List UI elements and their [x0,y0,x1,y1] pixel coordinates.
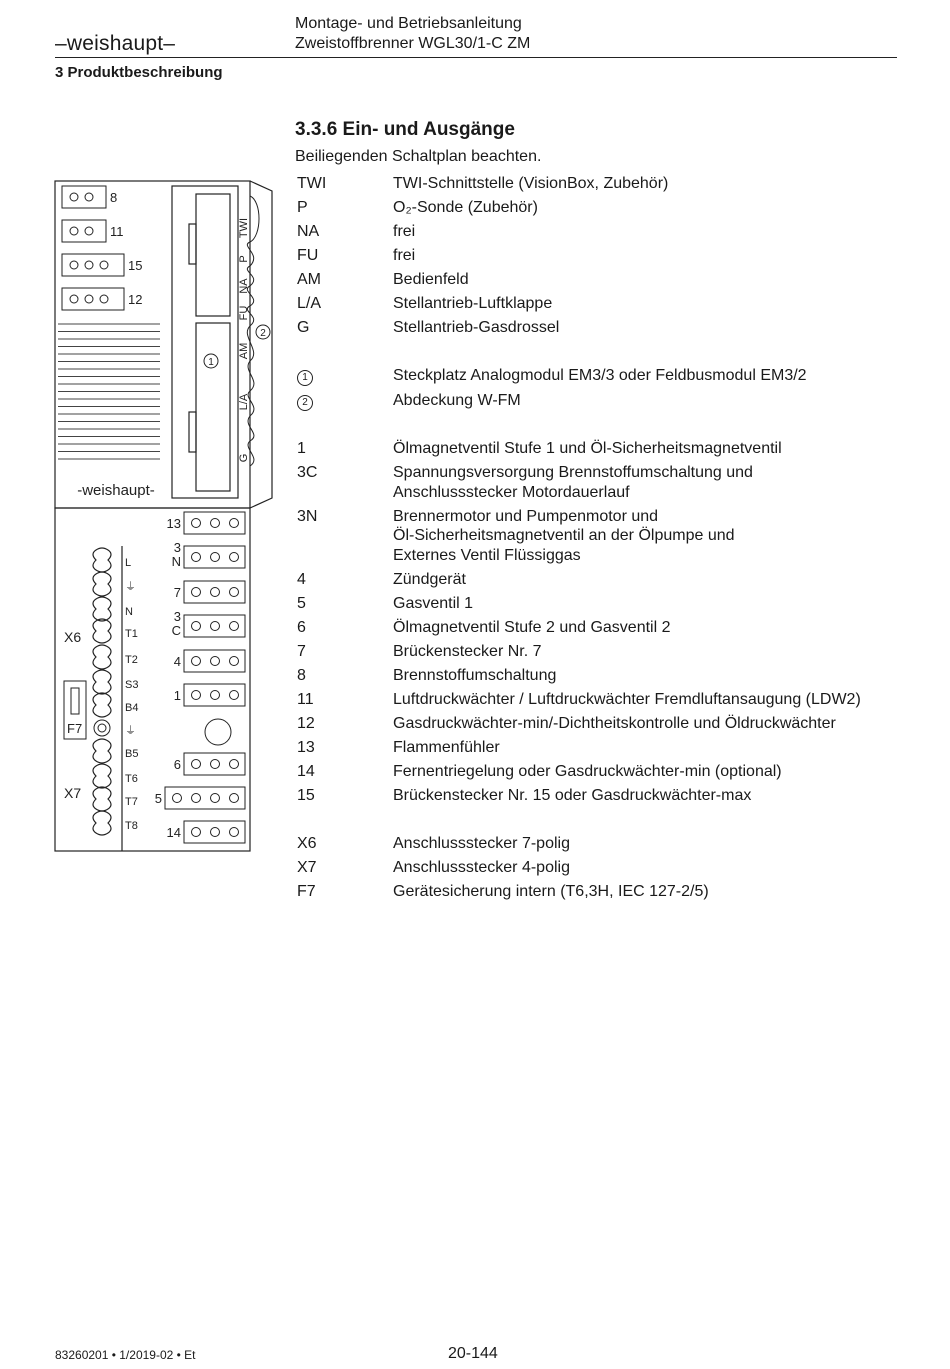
connector-number: 6 [173,757,181,772]
connector-pin [211,794,220,803]
connector-number: 1 [173,688,181,703]
port-label: FU [238,305,250,321]
terminal-label: B5 [125,748,139,760]
legend-key: 4 [297,570,306,588]
legend-row [297,642,917,662]
connector-number: 5 [154,791,162,806]
connector-pin [230,760,239,769]
connector-block [184,684,245,706]
legend-key: 11 [297,690,314,708]
legend-row [297,391,917,411]
connector-pin [230,553,239,562]
terminal-clamp [93,693,111,717]
connector-pin [70,227,78,235]
connector-block [62,220,106,242]
header-divider [55,57,897,58]
legend-key: 12 [297,714,315,732]
connector-block [184,821,245,843]
legend-key: 15 [297,786,315,804]
connector-pin [192,519,201,528]
connector-pin [192,553,201,562]
terminal-screw [94,720,110,736]
connector-number: 15 [128,258,143,273]
slot-analog-module [196,323,230,491]
legend [297,174,917,906]
legend-row [297,270,917,290]
connector-pin [192,691,201,700]
legend-description: Fernentriegelung oder Gasdruckwächter-min (optional) [393,762,782,780]
connector-pin [192,828,201,837]
legend-row [297,618,917,638]
connector-number: 8 [110,190,118,205]
legend-row [297,858,917,878]
legend-key: 2 [297,391,393,411]
legend-key: 1 [297,440,306,457]
section-title: 3.3.6 Ein- und Ausgänge [295,119,515,140]
connector-pin [211,828,220,837]
terminal-board [55,508,250,851]
connector-block [184,753,245,775]
legend-row [297,786,917,806]
connector-block [62,186,106,208]
connector-pin [211,588,220,597]
connector-pin [70,261,78,269]
connector-block [184,581,245,603]
legend-key: 13 [297,738,315,756]
terminal-clamp [93,787,111,811]
x7-label: X7 [64,785,82,801]
legend-description: Anschlussstecker 4-polig [393,858,570,876]
connector-pin [100,261,108,269]
legend-description: Brennermotor und Pumpenmotor und Öl-Sicherheitsmagnetventil an der Ölpumpe und Externes Ventil Flüssiggas [393,507,735,564]
connector-number: 7 [173,585,181,600]
legend-row [297,174,917,194]
legend-key: 3C [297,464,318,481]
legend-row [297,439,917,459]
legend-row [297,507,917,566]
legend-key: 14 [297,762,315,780]
connector-pin [230,794,239,803]
legend-row [297,738,917,758]
terminal-label: T6 [125,773,138,785]
legend-description: Zündgerät [393,570,466,588]
terminal-clamp [93,572,111,596]
legend-description: Anschlussstecker 7-polig [393,834,570,852]
legend-row [297,690,917,710]
connector-pin [230,691,239,700]
legend-key: 1 [297,366,393,386]
port-label: L/A [238,393,250,411]
legend-description: frei [393,223,416,240]
terminal-clamp [93,764,111,788]
connector-pin [211,657,220,666]
legend-row [297,714,917,734]
legend-key: L/A [297,295,322,312]
connector-pin [192,794,201,803]
callout-2-number: 2 [260,328,266,339]
module-brand-label: -weishaupt- [77,482,155,499]
connector-number: 14 [166,825,181,840]
legend-description: Abdeckung W-FM [393,391,521,409]
terminal-label: T2 [125,654,138,666]
legend-row [297,570,917,590]
connector-number: 3 N [171,540,181,569]
legend-key: 3N [297,507,318,525]
connector-number: 4 [173,654,181,669]
port-label: P [238,255,250,263]
connector-number: 3 C [171,609,181,638]
chapter-title: 3 Produktbeschreibung [55,64,223,81]
connector-pin [70,193,78,201]
header-doc-type: Montage- und Betriebsanleitung [295,15,522,32]
terminal-clamp [93,597,111,621]
connector-pin [230,588,239,597]
connector-pin [100,295,108,303]
round-indicator [205,719,231,745]
connector-number: 11 [110,224,124,239]
legend-row [297,222,917,242]
legend-description: Stellantrieb-Gasdrossel [393,319,560,336]
connector-pin [211,760,220,769]
legend-row [297,318,917,338]
terminal-label: T1 [125,628,138,640]
legend-description: Stellantrieb-Luftklappe [393,295,553,312]
connector-block [184,615,245,637]
terminal-clamp [93,645,111,669]
connector-pin [85,193,93,201]
connector-block [184,650,245,672]
connector-pin [230,828,239,837]
legend-row [297,366,917,386]
legend-description: O₂-Sonde (Zubehör) [393,199,538,216]
connector-pin [85,227,93,235]
x6-label: X6 [64,629,82,645]
connector-pin [211,519,220,528]
terminal-clamp [93,739,111,763]
brand-logo: –weishaupt– [55,32,176,55]
legend-key: P [297,199,308,216]
port-label: TWI [238,217,250,239]
connector-pin [230,622,239,631]
connector-pin [192,622,201,631]
legend-row [297,594,917,614]
connector-pin [211,691,220,700]
terminal-label: ⏚ [125,581,136,593]
legend-description: Ölmagnetventil Stufe 1 und Öl-Sicherheitsmagnetventil [393,440,782,457]
legend-row [297,762,917,782]
terminal-clamp [93,670,111,694]
legend-row [297,246,917,266]
legend-row [297,198,917,218]
connector-block [184,546,245,568]
connector-pin [85,261,93,269]
legend-description: Gasventil 1 [393,594,474,612]
terminal-clamp [93,548,111,572]
port-label: G [238,453,250,463]
legend-key: 7 [297,642,306,660]
terminal-label: N [125,606,133,618]
connector-block [165,787,245,809]
connector-pin [192,760,201,769]
slot-upper [196,194,230,316]
legend-description: frei [393,247,416,264]
module-side [250,181,272,508]
legend-key: 6 [297,618,306,636]
legend-row [297,666,917,686]
terminal-label: T7 [125,796,138,808]
terminal-clamp [93,811,111,835]
terminal-label: S3 [125,679,139,691]
legend-description: Spannungsversorgung Brennstoffumschaltung und Anschlussstecker Motordauerlauf [393,464,753,501]
legend-key: 8 [297,666,306,684]
legend-description: Brückenstecker Nr. 7 [393,642,542,660]
fuse-label: F7 [67,721,83,736]
connector-number: 13 [166,516,181,531]
connector-pin [192,588,201,597]
legend-key: NA [297,223,320,240]
port-label: NA [238,278,250,294]
connector-pin [85,295,93,303]
legend-row [297,834,917,854]
legend-description: Luftdruckwächter / Luftdruckwächter Fremdluftansaugung (LDW2) [393,690,861,708]
legend-description: Gerätesicherung intern (T6,3H, IEC 127-2/5) [393,882,709,900]
footer-page-number: 20-144 [448,1345,498,1362]
terminal-label: T8 [125,820,138,832]
legend-key: X7 [297,858,317,876]
legend-description: Bedienfeld [393,271,469,288]
port-label: AM [238,342,250,360]
legend-description: Steckplatz Analogmodul EM3/3 oder Feldbusmodul EM3/2 [393,367,807,384]
terminal-label: L [125,557,132,569]
connector-pin [192,657,201,666]
connector-pin [211,553,220,562]
connector-pin [70,295,78,303]
legend-row [297,463,917,502]
legend-key: TWI [297,175,327,192]
legend-description: Ölmagnetventil Stufe 2 und Gasventil 2 [393,618,671,636]
header-product: Zweistoffbrenner WGL30/1-C ZM [295,35,531,52]
terminal-clamp [93,619,111,643]
terminal-label: ⏚ [125,725,136,737]
terminal-label: B4 [125,702,139,714]
legend-description: Brennstoffumschaltung [393,666,557,684]
legend-key: AM [297,271,321,288]
legend-key: 5 [297,594,306,612]
callout-1-number: 1 [208,357,214,368]
control-unit-diagram [50,176,285,856]
legend-description: Brückenstecker Nr. 15 oder Gasdruckwächter-max [393,786,752,804]
legend-key: FU [297,247,319,264]
connector-pin [211,622,220,631]
connector-pin [173,794,182,803]
legend-description: Flammenfühler [393,738,500,756]
connector-number: 12 [128,292,143,307]
footer-doc-number: 83260201 • 1/2019-02 • Et [55,1348,196,1362]
legend-row [297,882,917,902]
legend-key: X6 [297,834,317,852]
legend-description: Gasdruckwächter-min/-Dichtheitskontrolle und Öldruckwächter [393,714,836,732]
legend-description: TWI-Schnittstelle (VisionBox, Zubehör) [393,175,669,192]
section-intro: Beiliegenden Schaltplan beachten. [295,148,542,165]
legend-key: F7 [297,882,316,900]
connector-block [184,512,245,534]
connector-pin [230,657,239,666]
legend-row [297,294,917,314]
legend-key: G [297,319,310,336]
connector-pin [230,519,239,528]
